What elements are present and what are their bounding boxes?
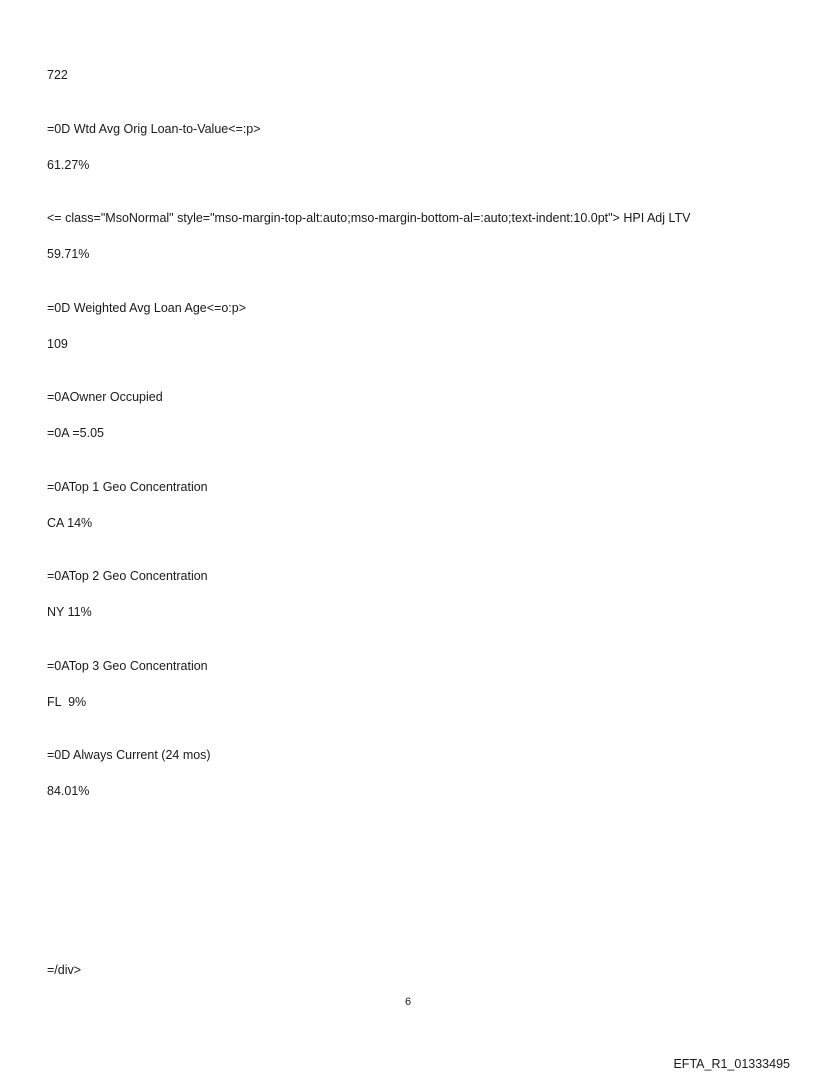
text-line: =0AOwner Occupied — [47, 390, 163, 404]
text-line: =0D Weighted Avg Loan Age<=o:p> — [47, 301, 247, 315]
text-line: CA 14% — [47, 516, 93, 530]
text-line: <= class="MsoNormal" style="mso-margin-top-alt:auto;mso-margin-bottom-al=:auto;text-indent:10.0pt"> HPI Adj LTV — [47, 211, 691, 225]
text-line: 109 — [47, 337, 68, 351]
text-line: =0D Always Current (24 mos) — [47, 748, 211, 762]
text-line: =0D Wtd Avg Orig Loan-to-Value<=:p> — [47, 122, 261, 136]
text-line: NY 11% — [47, 605, 92, 619]
text-line: =0ATop 1 Geo Concentration — [47, 480, 208, 494]
text-line: =/div> — [47, 963, 82, 977]
text-line: =0ATop 2 Geo Concentration — [47, 569, 208, 583]
text-line: =0A =5.05 — [47, 426, 105, 440]
text-line: 84.01% — [47, 784, 90, 798]
page-number: 6 — [404, 996, 412, 1008]
document-id: EFTA_R1_01333495 — [673, 1057, 790, 1071]
text-line: 59.71% — [47, 247, 90, 261]
text-line: 61.27% — [47, 158, 90, 172]
text-line: =0ATop 3 Geo Concentration — [47, 659, 208, 673]
text-line: 722 — [47, 68, 68, 82]
text-line: FL 9% — [47, 695, 87, 709]
